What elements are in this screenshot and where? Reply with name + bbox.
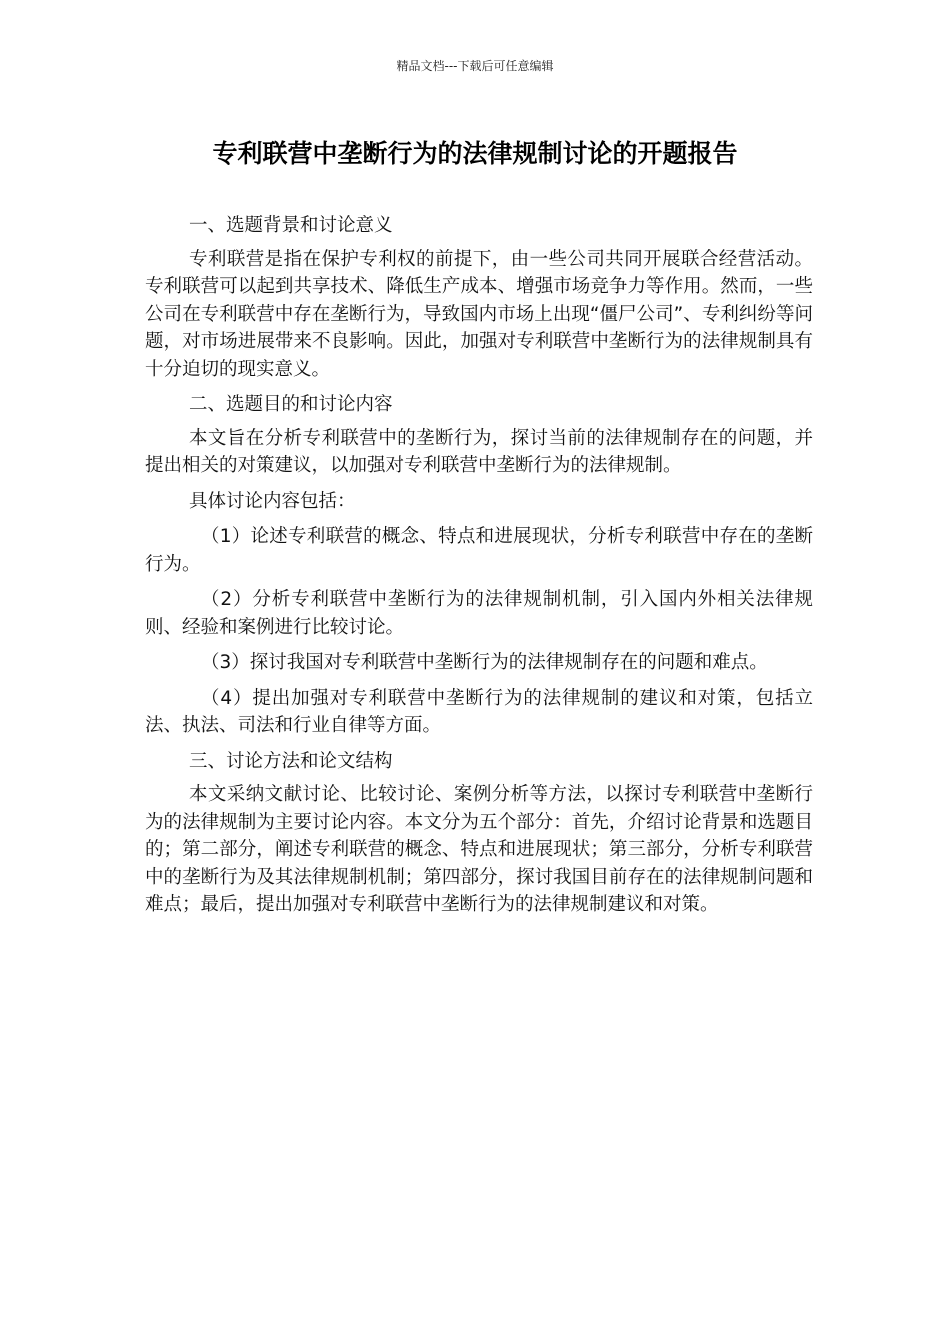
- section-3-heading: 三、讨论方法和论文结构: [189, 750, 393, 772]
- section-2-item-4: （4）提出加强对专利联营中垄断行为的法律规制的建议和对策，包括立法、执法、司法和行业自律等方面。: [145, 687, 813, 736]
- section-2-item-3: （3）探讨我国对专利联营中垄断行为的法律规制存在的问题和难点。: [201, 652, 768, 673]
- section-3-paragraph: 本文采纳文献讨论、比较讨论、案例分析等方法，以探讨专利联营中垄断行为的法律规制为主要讨论内容。本文分为五个部分：首先，介绍讨论背景和选题目的；第二部分，阐述专利联营的概念、特点和进展现状；第三部分，分析专利联营中的垄断行为及其法律规制机制；第四部分，探讨我国目前存在的法律规制问题和难点；最后，提出加强对专利联营中垄断行为的法律规制建议和对策。: [145, 784, 813, 915]
- section-1-heading: 一、选题背景和讨论意义: [189, 215, 393, 236]
- section-2-intro: 具体讨论内容包括：: [189, 490, 356, 512]
- document-body: [145, 212, 813, 927]
- section-2-paragraph: 本文旨在分析专利联营中的垄断行为，探讨当前的法律规制存在的问题，并提出相关的对策建议，以加强对专利联营中垄断行为的法律规制。: [145, 427, 813, 476]
- document-title: 专利联营中垄断行为的法律规制讨论的开题报告: [212, 139, 738, 168]
- section-2-item-1: （1）论述专利联营的概念、特点和进展现状，分析专利联营中存在的垄断行为。: [145, 526, 813, 575]
- page-header-note: 精品文档---下载后可任意编辑: [396, 59, 554, 73]
- section-1-paragraph: 专利联营是指在保护专利权的前提下，由一些公司共同开展联合经营活动。专利联营可以起到共享技术、降低生产成本、增强市场竞争力等作用。然而，一些公司在专利联营中存在垄断行为，导致国内市场上出现“僵尸公司”、专利纠纷等问题，对市场进展带来不良影响。因此，加强对专利联营中垄断行为的法律规制具有十分迫切的现实意义。: [145, 248, 813, 380]
- section-2-heading: 二、选题目的和讨论内容: [189, 394, 393, 415]
- section-2-item-2: （2）分析专利联营中垄断行为的法律规制机制，引入国内外相关法律规则、经验和案例进行比较讨论。: [145, 589, 813, 638]
